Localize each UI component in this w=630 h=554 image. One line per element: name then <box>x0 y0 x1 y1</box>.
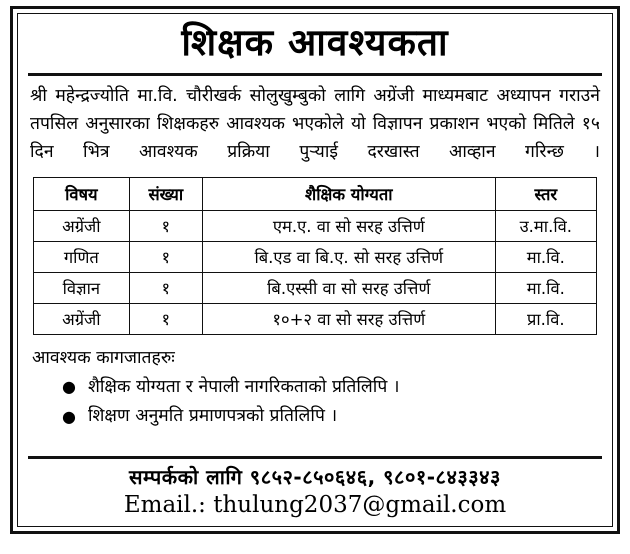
cell-qualification: १०+२ वा सो सरह उत्तिर्ण <box>202 303 495 334</box>
vacancy-table-body <box>34 210 597 334</box>
list-item-label: शिक्षण अनुमति प्रमाणपत्रको प्रतिलिपि । <box>88 406 338 427</box>
column-header-subject: विषय <box>34 177 130 210</box>
vacancy-table <box>33 177 597 335</box>
table-row <box>34 210 597 241</box>
footer-divider <box>28 456 602 459</box>
documents-heading: आवश्यक कागजातहरुः <box>32 347 175 368</box>
page-title: शिक्षक आवश्यकता <box>181 21 449 64</box>
contact-phone-line: सम्पर्कको लागि ९८५२-८५०६४६, ९८०१-८४३३४३ <box>129 465 501 489</box>
cell-subject: अग्रेंजी <box>34 210 130 241</box>
bullet-icon: ● <box>62 377 76 397</box>
table-header-row <box>34 177 597 210</box>
contact-footer <box>28 454 602 520</box>
cell-count: १ <box>129 241 202 272</box>
advertisement-inner-frame <box>17 13 613 527</box>
cell-count: १ <box>129 303 202 334</box>
column-header-qualification: शैक्षिक योग्यता <box>202 177 495 210</box>
list-item <box>62 373 602 403</box>
advertisement-notice <box>10 6 620 534</box>
cell-count: १ <box>129 272 202 303</box>
list-item-label: शैक्षिक योग्यता र नेपाली नागरिकताको प्रतिलिपि । <box>88 376 400 397</box>
notice-paragraph: श्री महेन्द्रज्योति मा.वि. चौरीखर्क सोलुखुम्बुको लागि अग्रेंजी माध्यमबाट अध्यापन गराउने तपसिल अनुसारका शिक्षकहरु आवश्यक भएकोले यो विज्ञापन प्रकाशन भएको मितिले १५ दिन भित्र आवश्यक प्रक्रिया पुऱ्याई दरखास्त आव्हान गरिन्छ । <box>30 85 600 163</box>
cell-qualification: एम.ए. वा सो सरह उत्तिर्ण <box>202 210 495 241</box>
cell-qualification: बि.एस्सी वा सो सरह उत्तिर्ण <box>202 272 495 303</box>
table-row <box>34 303 597 334</box>
cell-subject: गणित <box>34 241 130 272</box>
list-item <box>62 402 602 432</box>
cell-level: मा.वि. <box>495 241 596 272</box>
documents-list <box>28 373 602 433</box>
cell-count: १ <box>129 210 202 241</box>
contact-email-line: Email.: thulung2037@gmail.com <box>123 492 507 518</box>
column-header-count: संख्या <box>129 177 202 210</box>
cell-level: प्रा.वि. <box>495 303 596 334</box>
table-row <box>34 241 597 272</box>
cell-level: उ.मा.वि. <box>495 210 596 241</box>
cell-subject: अग्रेंजी <box>34 303 130 334</box>
cell-qualification: बि.एड वा बि.ए. सो सरह उत्तिर्ण <box>202 241 495 272</box>
column-header-level: स्तर <box>495 177 596 210</box>
cell-level: मा.वि. <box>495 272 596 303</box>
notice-body <box>30 82 600 167</box>
cell-subject: विज्ञान <box>34 272 130 303</box>
title-divider <box>28 73 602 76</box>
vacancy-table-head <box>34 177 597 210</box>
bullet-icon: ● <box>62 407 76 427</box>
table-row <box>34 272 597 303</box>
